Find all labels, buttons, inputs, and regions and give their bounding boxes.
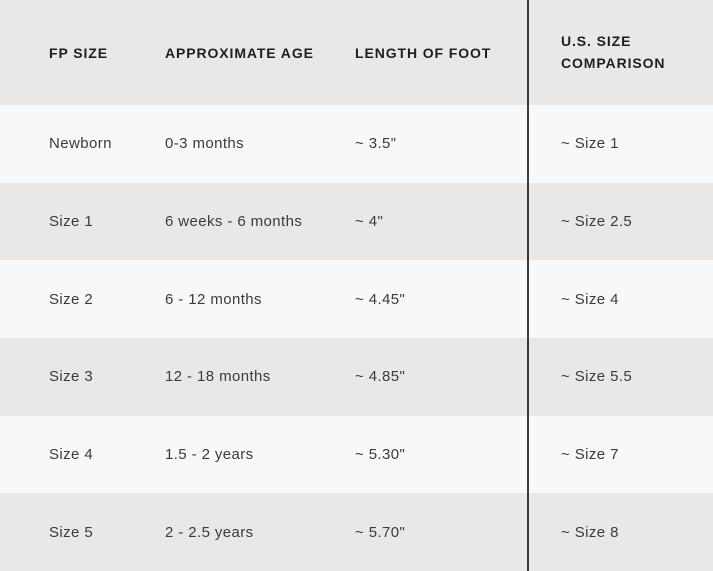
header-cell-us-size: U.S. SIZE COMPARISON bbox=[561, 32, 666, 71]
table-row bbox=[0, 105, 713, 183]
cell-fp-size: Size 2 bbox=[49, 290, 94, 308]
cell-foot-length: ~ 4" bbox=[355, 213, 384, 230]
cell-fp-size: Newborn bbox=[49, 135, 112, 153]
table-header-row bbox=[0, 0, 713, 105]
cell-foot-length: ~ 4.45" bbox=[355, 290, 406, 308]
cell-age: 6 weeks - 6 months bbox=[165, 213, 303, 230]
cell-foot-length: ~ 4.85" bbox=[355, 368, 406, 386]
cell-foot-length: ~ 5.70" bbox=[355, 523, 406, 541]
header-cell-age: APPROXIMATE AGE bbox=[165, 44, 314, 61]
cell-fp-size: Size 4 bbox=[49, 446, 94, 464]
header-cell-foot-length: LENGTH OF FOOT bbox=[355, 44, 492, 61]
cell-age: 2 - 2.5 years bbox=[165, 523, 254, 541]
cell-us-size: ~ Size 1 bbox=[561, 135, 619, 153]
cell-us-size: ~ Size 2.5 bbox=[561, 213, 633, 230]
table-row bbox=[0, 183, 713, 261]
table-row bbox=[0, 416, 713, 494]
cell-foot-length: ~ 3.5" bbox=[355, 135, 397, 153]
cell-us-size: ~ Size 7 bbox=[561, 446, 619, 464]
cell-age: 1.5 - 2 years bbox=[165, 446, 254, 464]
cell-us-size: ~ Size 5.5 bbox=[561, 368, 633, 386]
table-row bbox=[0, 338, 713, 416]
cell-age: 12 - 18 months bbox=[165, 368, 271, 386]
cell-age: 0-3 months bbox=[165, 135, 245, 153]
cell-us-size: ~ Size 4 bbox=[561, 290, 619, 308]
table-row bbox=[0, 493, 713, 571]
cell-fp-size: Size 1 bbox=[49, 213, 94, 230]
cell-us-size: ~ Size 8 bbox=[561, 523, 619, 541]
cell-fp-size: Size 5 bbox=[49, 523, 94, 541]
column-divider bbox=[527, 0, 529, 571]
cell-age: 6 - 12 months bbox=[165, 290, 262, 308]
table-row bbox=[0, 260, 713, 338]
header-cell-fp-size: FP SIZE bbox=[49, 44, 108, 61]
cell-fp-size: Size 3 bbox=[49, 368, 94, 386]
cell-foot-length: ~ 5.30" bbox=[355, 446, 406, 464]
